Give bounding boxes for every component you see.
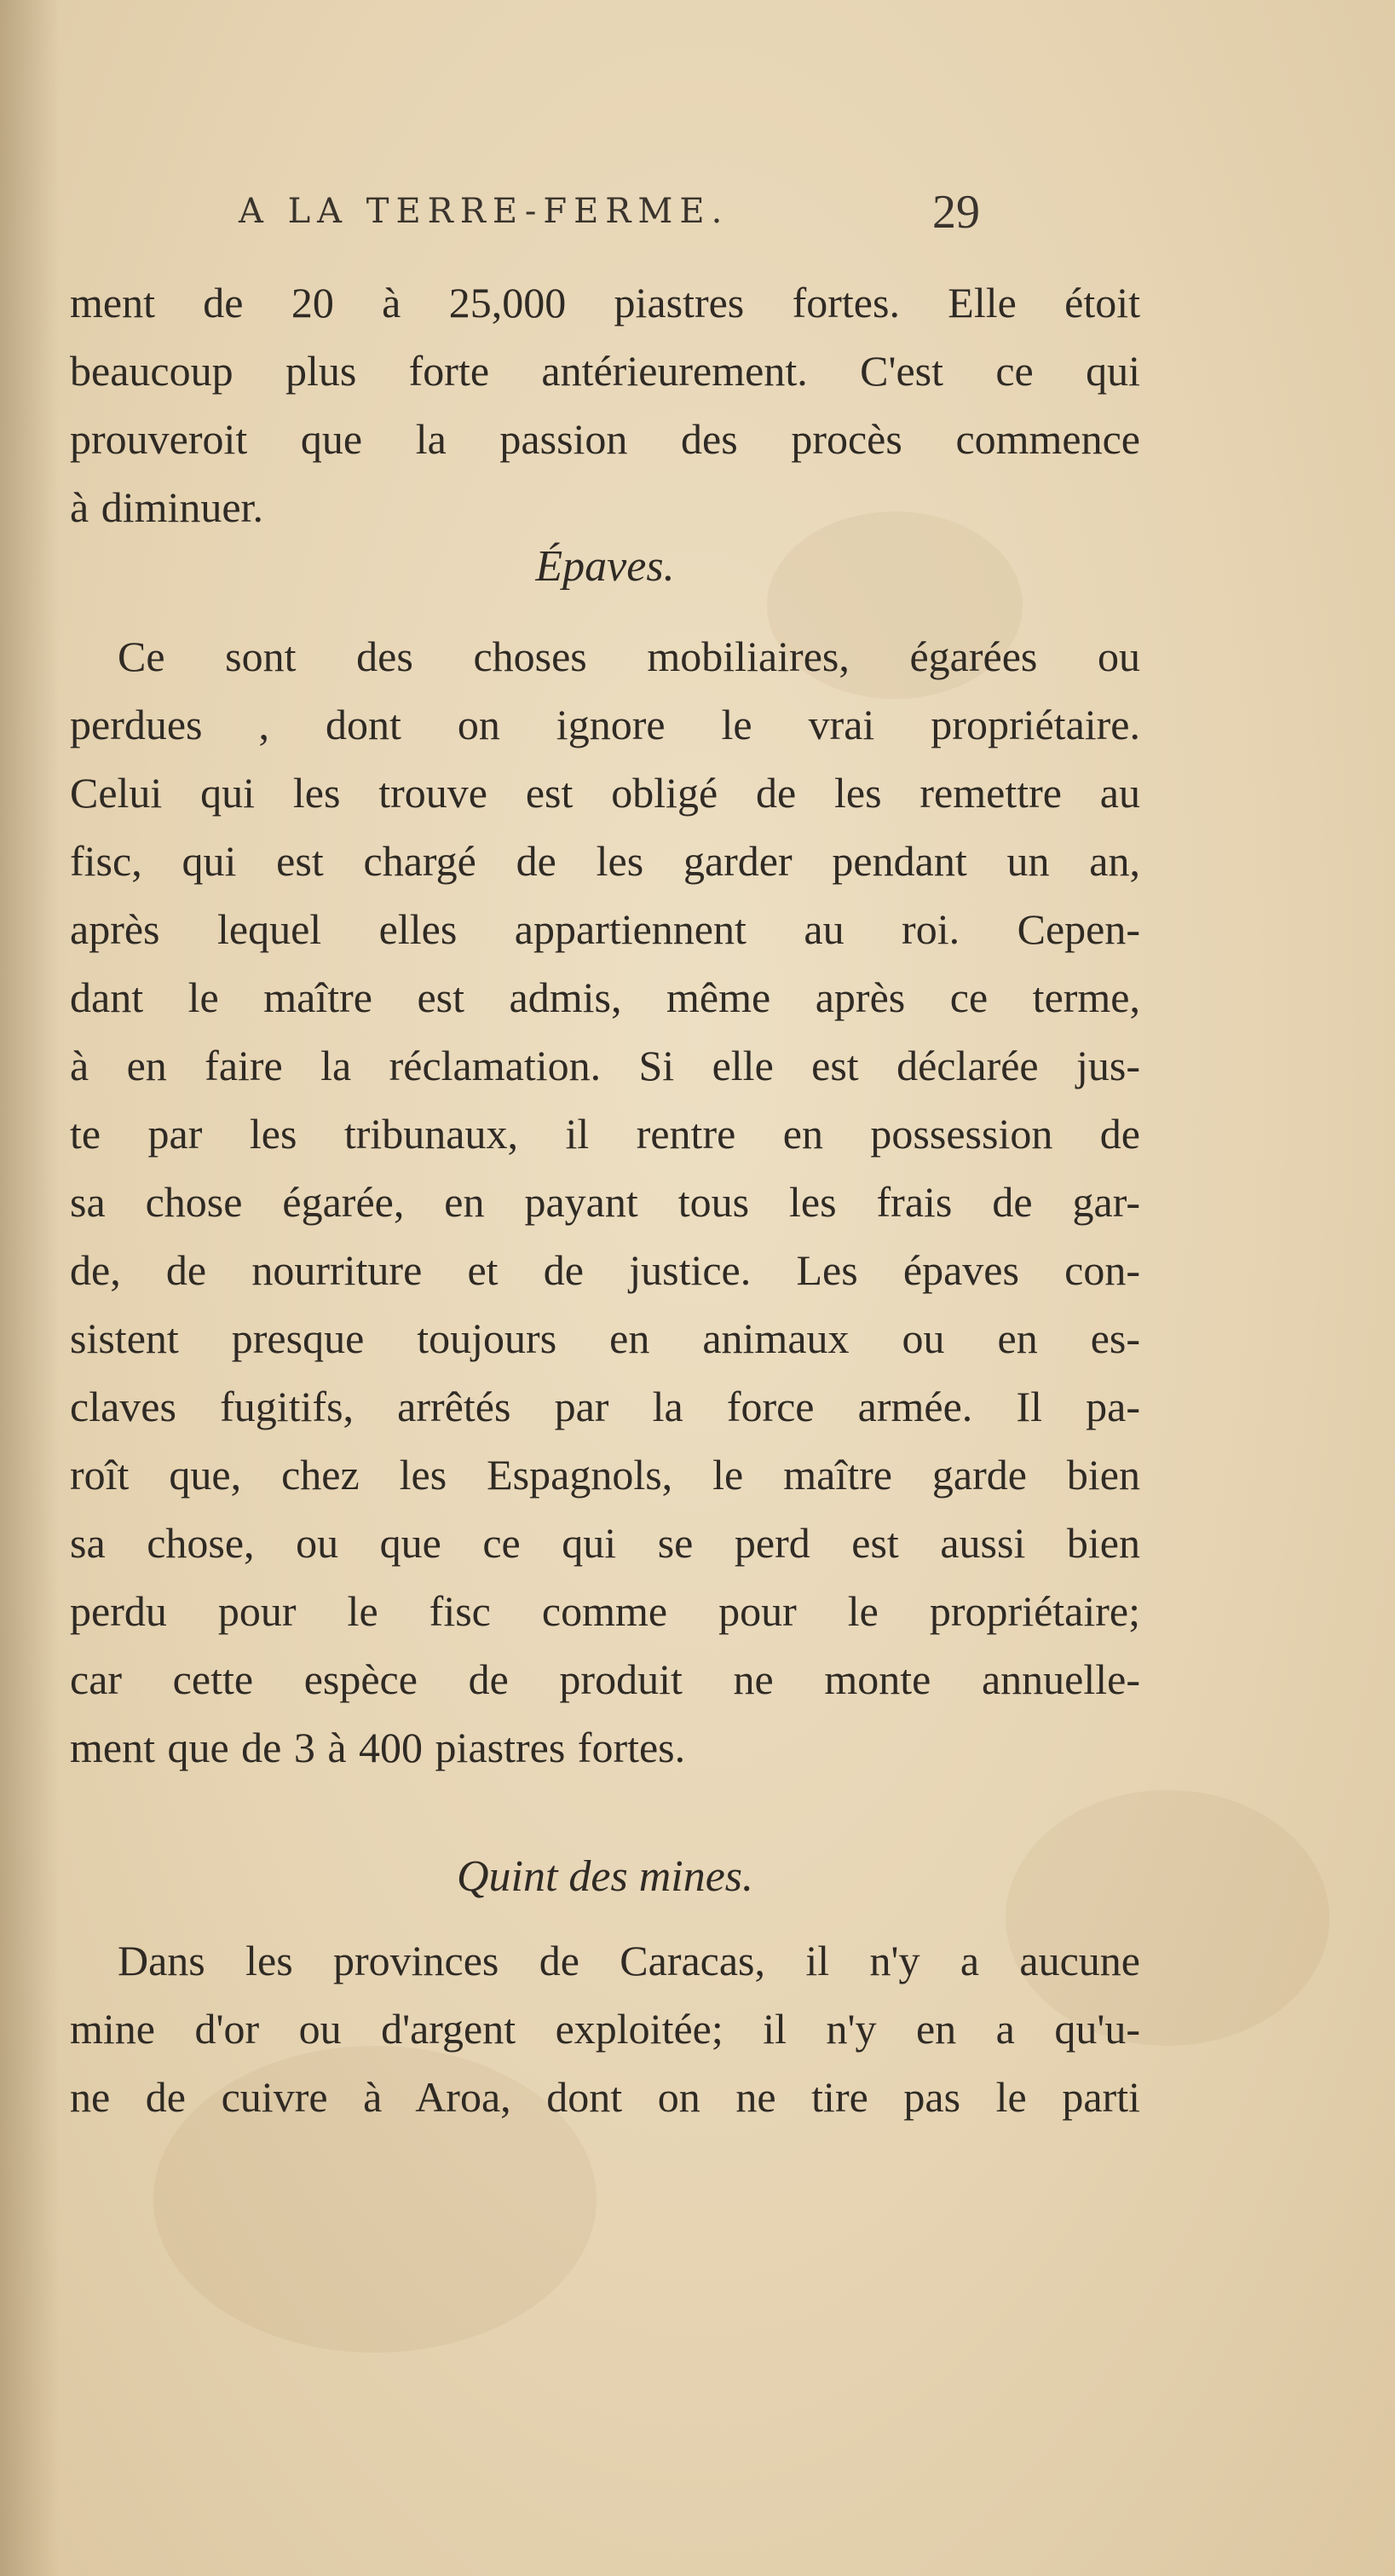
gutter-shadow [0, 0, 60, 2576]
text-line: Dans les provinces de Caracas, il n'y a aucune [118, 1937, 1140, 1984]
text-line: sa chose, ou que ce qui se perd est aussi bien [70, 1519, 1140, 1567]
text-line: sistent presque toujours en animaux ou en es- [70, 1314, 1140, 1362]
text-line: prouveroit que la passion des procès commence [70, 415, 1140, 463]
section-heading-epaves: Épaves. [535, 542, 675, 591]
text-line: dant le maître est admis, même après ce terme, [70, 973, 1140, 1021]
running-head [239, 186, 980, 251]
text-line: à en faire la réclamation. Si elle est déclarée jus- [70, 1042, 1140, 1089]
text-line: beaucoup plus forte antérieurement. C'est ce qui [70, 347, 1140, 395]
text-line: ment de 20 à 25,000 piastres fortes. Elle étoit [70, 279, 1140, 326]
text-line: ment que de 3 à 400 piastres fortes. [70, 1724, 686, 1771]
text-line: perdues , dont on ignore le vrai propriétaire. [70, 701, 1140, 748]
page-number: 29 [932, 186, 980, 239]
text-line: après lequel elles appartiennent au roi. Cepen- [70, 905, 1140, 953]
text-line: perdu pour le fisc comme pour le propriétaire; [70, 1587, 1140, 1635]
text-line: te par les tribunaux, il rentre en possession de [70, 1110, 1140, 1158]
text-line: mine d'or ou d'argent exploitée; il n'y en a qu'u- [70, 2005, 1140, 2053]
text-line: fisc, qui est chargé de les garder pendant un an, [70, 837, 1140, 885]
text-line: claves fugitifs, arrêtés par la force armée. Il pa- [70, 1383, 1140, 1430]
running-title: A LA TERRE-FERME. [239, 192, 729, 231]
text-line: de, de nourriture et de justice. Les épaves con- [70, 1246, 1140, 1294]
text-line: sa chose égarée, en payant tous les frais de gar- [70, 1178, 1140, 1226]
text-line: roît que, chez les Espagnols, le maître garde bien [70, 1451, 1140, 1499]
text-line: Ce sont des choses mobiliaires, égarées ou [118, 632, 1140, 680]
text-line: à diminuer. [70, 483, 263, 531]
text-line: ne de cuivre à Aroa, dont on ne tire pas le parti [70, 2073, 1140, 2121]
section-heading-quint-des-mines: Quint des mines. [456, 1852, 754, 1901]
text-line: car cette espèce de produit ne monte annuelle- [70, 1655, 1140, 1703]
text-line: Celui qui les trouve est obligé de les remettre au [70, 769, 1140, 817]
